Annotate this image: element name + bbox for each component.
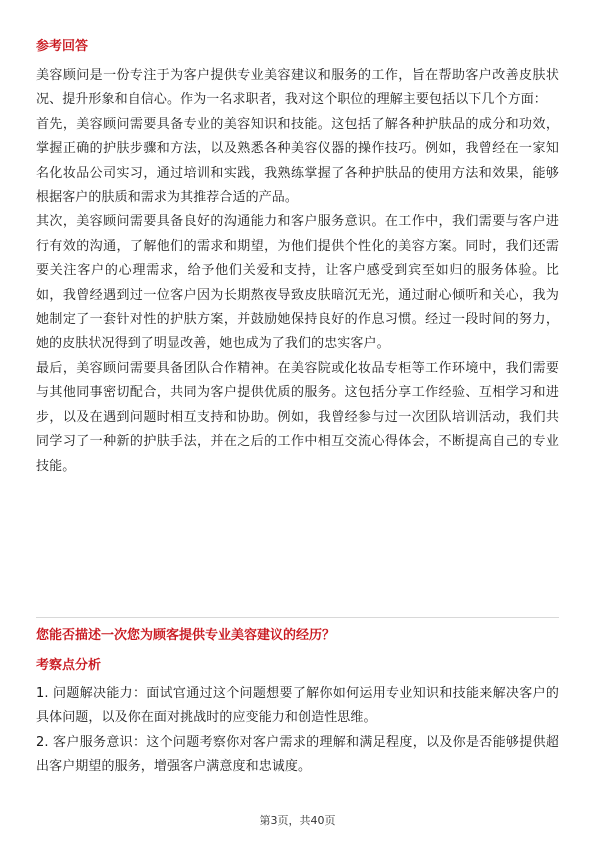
- analysis-point: 1. 问题解决能力：面试官通过这个问题想要了解你如何运用专业知识和技能来解决客户的具体问题，以及你在面对挑战时的应变能力和创造性思维。: [36, 686, 559, 726]
- analysis-heading: 考察点分析: [36, 658, 102, 673]
- section-divider: [36, 617, 559, 618]
- question-title: 您能否描述一次您为顾客提供专业美容建议的经历？: [36, 628, 336, 643]
- answer-body: [36, 64, 559, 479]
- paragraph: 其次，美容顾问需要具备良好的沟通能力和客户服务意识。在工作中，我们需要与客户进行有效的沟通，了解他们的需求和期望，为他们提供个性化的美容方案。同时，我们还需要关注客户的心理需求，给予他们关爱和支持，让客户感受到宾至如归的服务体验。比如，我曾经遇到过一位客户因为长期熬夜导致皮肤暗沉无光，通过耐心倾听和关心，我为她制定了一套针对性的护肤方案，并鼓励她保持良好的作息习惯。经过一段时间的努力，她的皮肤状况得到了明显改善，她也成为了我们的忠实客户。: [36, 214, 559, 352]
- analysis-point: 2. 客户服务意识：这个问题考察你对客户需求的理解和满足程度，以及你是否能够提供超出客户期望的服务，增强客户满意度和忠诚度。: [36, 734, 559, 775]
- paragraph: 最后，美容顾问需要具备团队合作精神。在美容院或化妆品专柜等工作环境中，我们需要与其他同事密切配合，共同为客户提供优质的服务。这包括分享工作经验、互相学习和进步，以及在遇到问题时相互支持和协助。例如，我曾经参与过一次团队培训活动，我们共同学习了一种新的护肤手法，并在之后的工作中相互交流心得体会，不断提高自己的专业技能。: [36, 360, 559, 474]
- answer-section: [36, 37, 559, 57]
- page-number: 第3页，共40页: [259, 814, 336, 827]
- section-heading: 参考回答: [36, 39, 89, 54]
- paragraph: 美容顾问是一份专注于为客户提供专业美容建议和服务的工作，旨在帮助客户改善皮肤状况、提升形象和自信心。作为一名求职者，我对这个职位的理解主要包括以下几个方面：: [36, 68, 559, 108]
- paragraph: 首先，美容顾问需要具备专业的美容知识和技能。这包括了解各种护肤品的成分和功效，掌握正确的护肤步骤和方法，以及熟悉各种美容仪器的操作技巧。例如，我曾经在一家知名化妆品公司实习，通过培训和实践，我熟练掌握了各种护肤品的使用方法和效果，能够根据客户的肤质和需求为其推荐合适的产品。: [36, 116, 559, 206]
